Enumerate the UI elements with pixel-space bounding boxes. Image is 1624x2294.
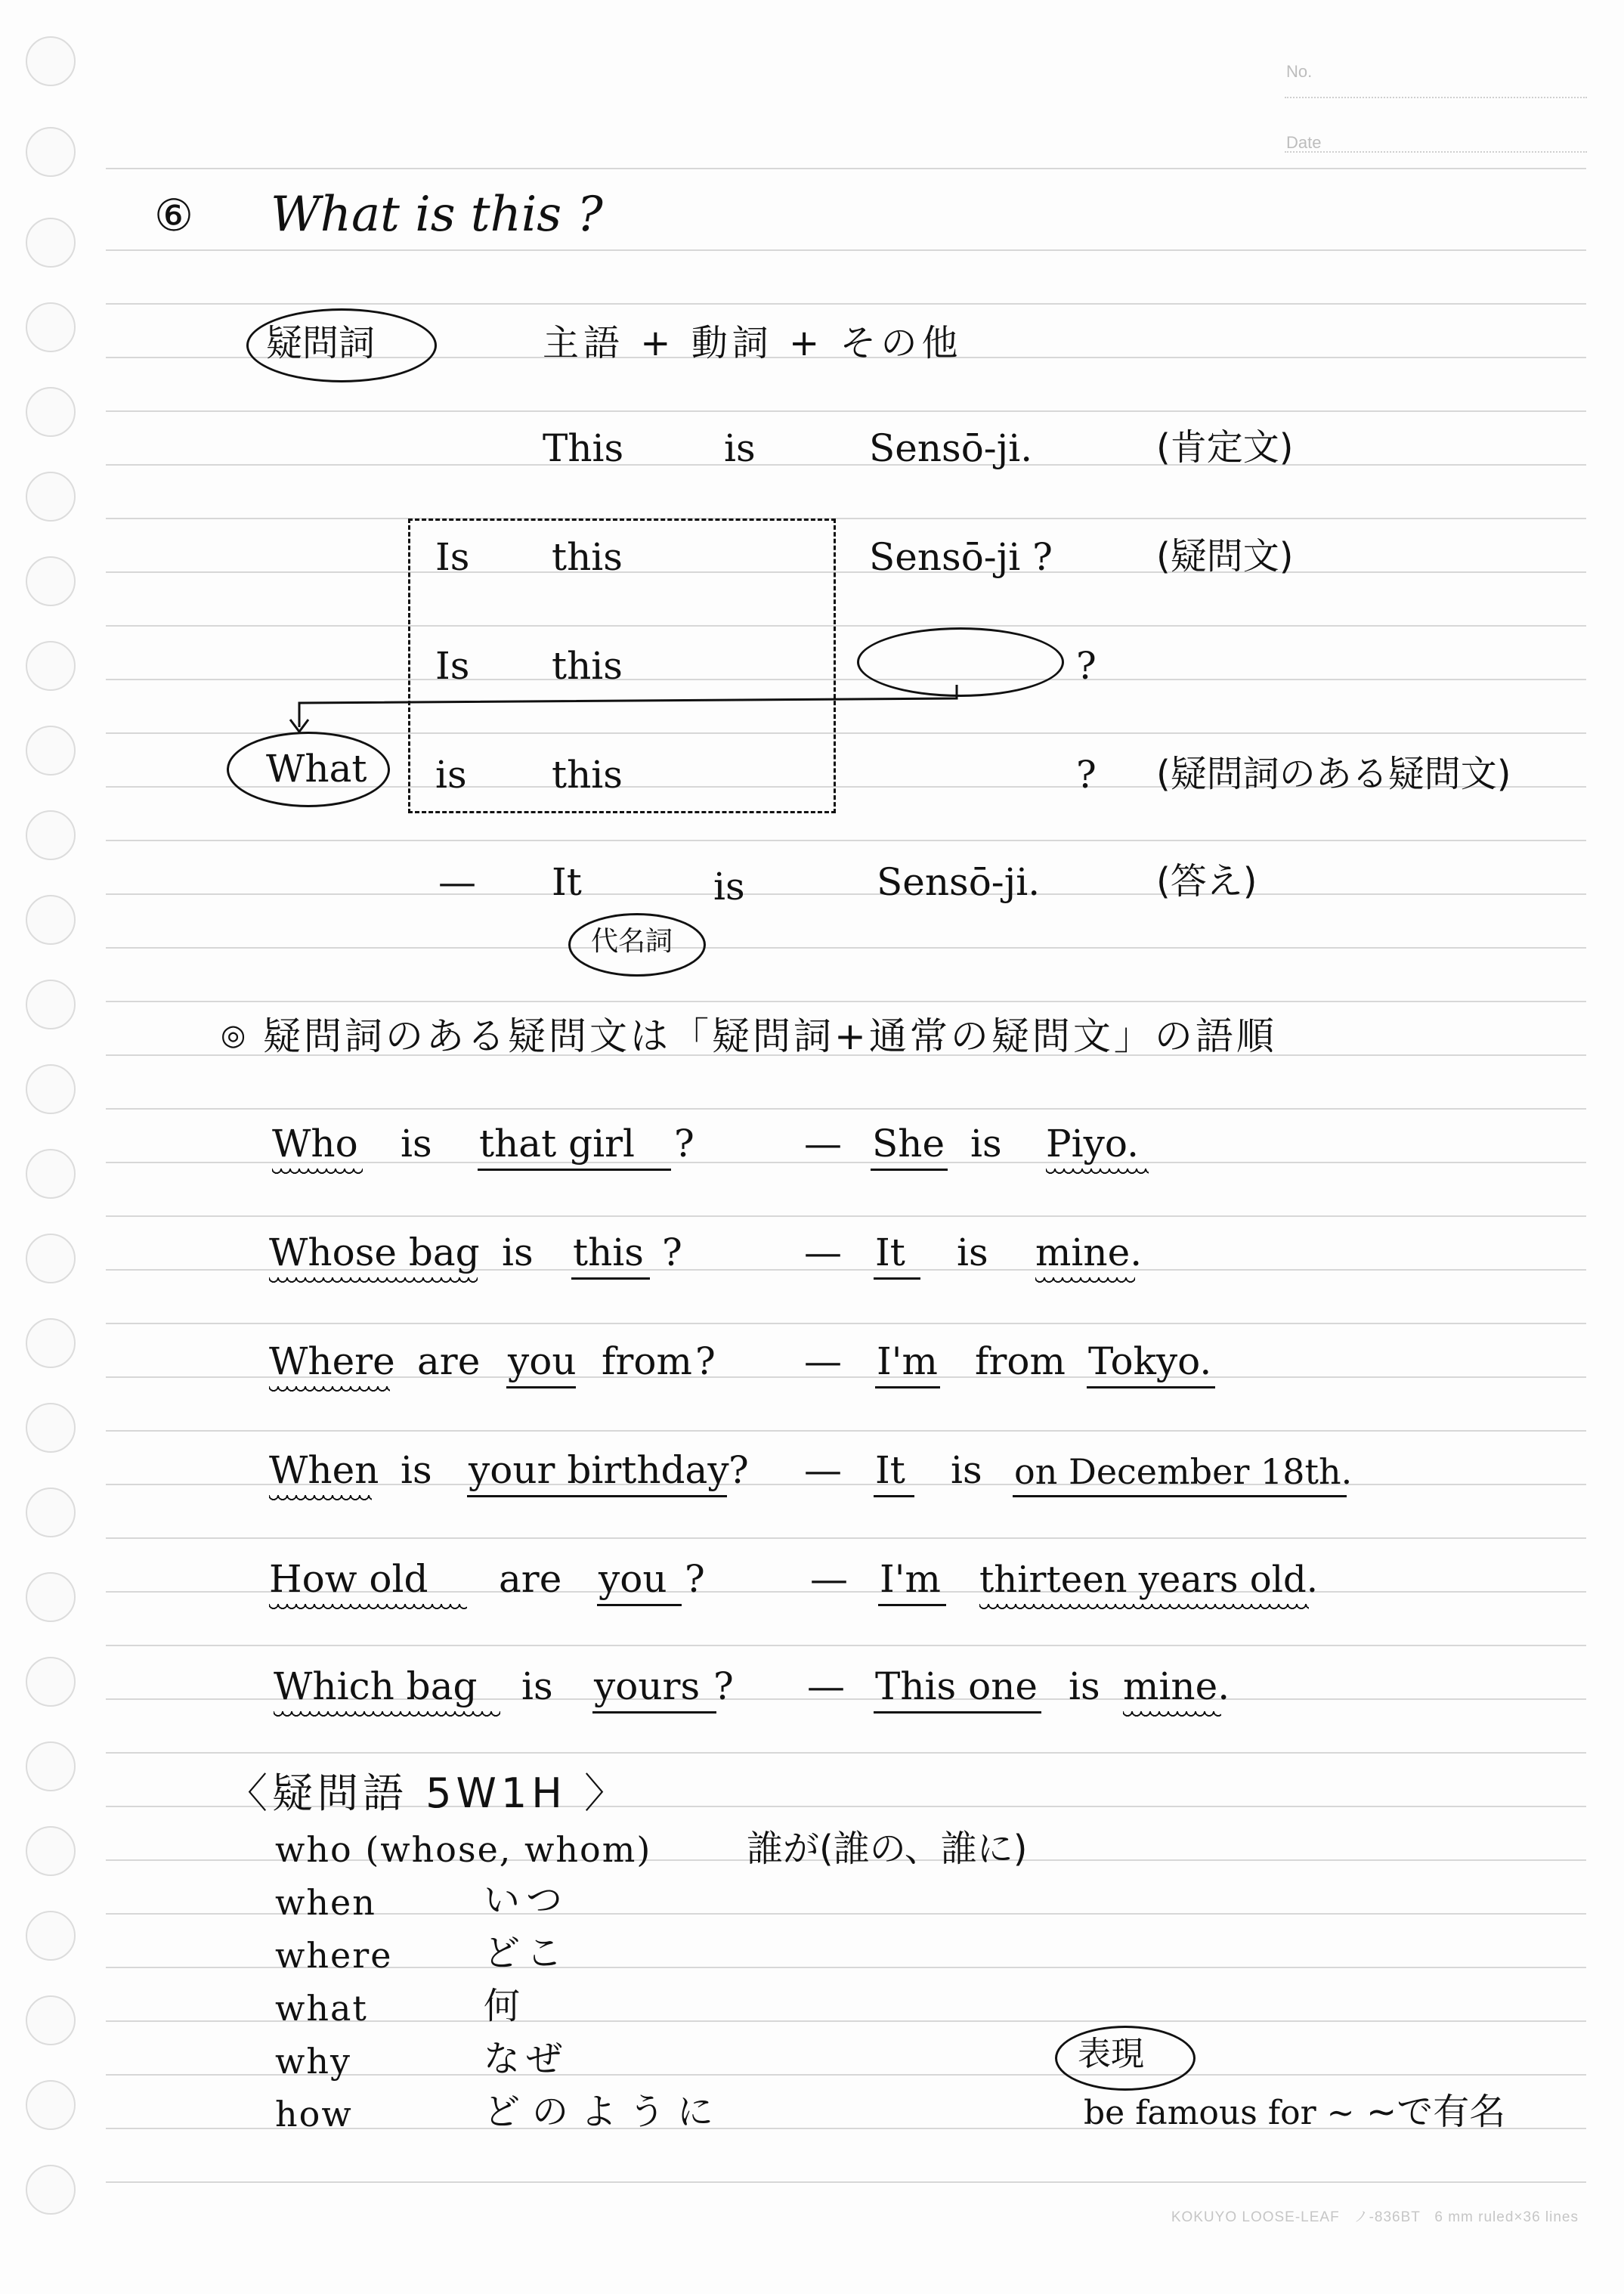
ex6-q1-wavy: [274, 1711, 500, 1719]
ruled-line: [106, 571, 1586, 573]
date-field-label: Date: [1286, 133, 1322, 152]
ex2-q3-underline: [571, 1277, 650, 1280]
ex4-a3-underline: [1013, 1495, 1347, 1497]
ruled-line: [106, 1001, 1586, 1002]
row2-word3: Sensō-ji ?: [869, 535, 1053, 579]
binder-hole: [26, 2165, 76, 2215]
binder-hole: [26, 218, 76, 268]
row3-word1: Is: [435, 644, 470, 688]
wh-heading: 〈疑問語 5W1H 〉: [227, 1769, 630, 1817]
ex1-q3-underline: [478, 1169, 671, 1171]
ex2-q3: this: [573, 1231, 644, 1274]
row3-question-mark: ?: [1076, 644, 1097, 688]
ruled-line: [106, 1537, 1586, 1539]
ex5-q3: you: [599, 1557, 667, 1601]
binder-hole: [26, 1318, 76, 1368]
ruled-line: [106, 249, 1586, 251]
row2-word2: this: [552, 535, 623, 579]
ruled-line: [106, 410, 1586, 412]
binder-hole: [26, 1995, 76, 2045]
ex2-q1: Whose bag: [269, 1231, 480, 1274]
ex4-a1: It: [875, 1448, 905, 1492]
ruled-line: [106, 947, 1586, 949]
binder-hole: [26, 1826, 76, 1876]
ex5-dash: —: [810, 1557, 848, 1601]
ex6-q2: is: [521, 1664, 553, 1708]
section-number: ⑥: [154, 190, 193, 241]
wh-word-why: why: [275, 2041, 351, 2082]
binder-hole: [26, 1149, 76, 1199]
binder-hole: [26, 1741, 76, 1791]
row2-word1: Is: [435, 535, 470, 579]
number-field-label: No.: [1286, 62, 1313, 81]
ruled-line: [106, 168, 1586, 169]
ex1-q2: is: [401, 1122, 432, 1166]
binder-hole: [26, 1657, 76, 1707]
binder-hole: [26, 1064, 76, 1114]
ex4-a2: is: [951, 1448, 982, 1492]
ex5-a3: thirteen years old.: [979, 1559, 1318, 1601]
paper-footer: [1171, 2206, 1579, 2226]
binder-hole: [26, 1911, 76, 1961]
ruled-line: [106, 303, 1586, 305]
ex6-qmark: ?: [713, 1664, 734, 1708]
ex3-q1-wavy: [269, 1386, 390, 1394]
ex5-a1: I'm: [880, 1557, 941, 1601]
ex1-dash: —: [804, 1122, 842, 1166]
footer-ruling: 6 mm ruled×36 lines: [1434, 2209, 1579, 2225]
row1-label: (肯定文): [1156, 426, 1294, 469]
ex3-qmark: ?: [695, 1339, 716, 1383]
row5-word1: It: [552, 860, 582, 904]
binder-hole: [26, 1234, 76, 1283]
date-field-line: [1285, 151, 1587, 153]
binder-hole: [26, 1572, 76, 1622]
ex1-q1: Who: [272, 1122, 358, 1166]
ex5-a3-wavy: [979, 1604, 1309, 1611]
binder-hole: [26, 810, 76, 860]
row2-label: (疑問文): [1156, 535, 1294, 577]
ex5-q1-wavy: [269, 1604, 467, 1611]
ex3-a1: I'm: [877, 1339, 938, 1383]
ex6-a2: is: [1069, 1664, 1100, 1708]
sentence-formula: 主語 + 動詞 + その他: [543, 322, 963, 364]
row1-word1: This: [543, 426, 624, 470]
ex6-a1-underline: [874, 1711, 1041, 1714]
row5-word2: is: [713, 865, 745, 909]
ex3-q3-underline: [506, 1386, 576, 1388]
ex6-a3-wavy: [1123, 1711, 1221, 1719]
binder-hole: [26, 387, 76, 437]
number-field-line: [1285, 97, 1587, 98]
footer-brand: KOKUYO LOOSE-LEAF: [1171, 2209, 1340, 2225]
ex6-a1: This one: [875, 1664, 1038, 1708]
rule-text: 疑問詞のある疑問文は「疑問詞+通常の疑問文」の語順: [263, 1014, 1277, 1058]
ex4-a1-underline: [874, 1495, 914, 1497]
row4-word2: this: [552, 753, 623, 797]
wh-meaning-how: どのように: [484, 2091, 726, 2133]
row3-word2: this: [552, 644, 623, 688]
rule-bullet: ◎: [221, 1018, 246, 1051]
wh-meaning-where: どこ: [484, 1932, 569, 1974]
ruled-line: [106, 1430, 1586, 1432]
row4-question-mark: ?: [1076, 753, 1097, 797]
expression-meaning: ~で有名: [1366, 2091, 1506, 2133]
binder-hole: [26, 980, 76, 1029]
ruled-line: [106, 1108, 1586, 1110]
binder-hole: [26, 726, 76, 776]
row5-word3: Sensō-ji.: [877, 860, 1041, 904]
row1-word2: is: [724, 426, 756, 470]
binder-hole: [26, 472, 76, 522]
ex5-qmark: ?: [685, 1557, 705, 1601]
ruled-line: [106, 625, 1586, 627]
ex1-a2: is: [970, 1122, 1002, 1166]
row4-word0: What: [266, 747, 367, 791]
ex1-a3: Piyo.: [1046, 1122, 1139, 1166]
wh-word-how: how: [275, 2094, 353, 2135]
ex4-q3: your birthday: [469, 1448, 729, 1492]
wh-meaning-who: 誰が(誰の、誰に): [747, 1828, 1028, 1870]
ex2-a1-underline: [874, 1277, 920, 1280]
binder-hole: [26, 127, 76, 177]
binder-hole: [26, 302, 76, 352]
binder-hole: [26, 1403, 76, 1453]
ex3-a3-underline: [1087, 1386, 1215, 1388]
ex4-qmark: ?: [728, 1448, 749, 1492]
ex5-q1: How old: [269, 1557, 428, 1601]
ex1-q3: that girl: [479, 1122, 635, 1166]
interrogative-tag: 疑問詞: [266, 322, 376, 364]
ex1-a1-underline: [871, 1169, 948, 1171]
pronoun-note: 代名詞: [591, 926, 673, 957]
binder-hole: [26, 895, 76, 945]
ruled-line: [106, 1645, 1586, 1646]
ex2-qmark: ?: [662, 1231, 682, 1274]
wh-meaning-when: いつ: [484, 1879, 569, 1921]
binder-hole: [26, 36, 76, 86]
ex4-dash: —: [804, 1448, 842, 1492]
ex3-q4: from: [602, 1339, 692, 1383]
ex6-q3-underline: [592, 1711, 716, 1714]
ex6-q1: Which bag: [274, 1664, 478, 1708]
ex1-a3-wavy: [1046, 1169, 1149, 1176]
wh-word-what: what: [275, 1988, 368, 2029]
ex3-dash: —: [804, 1339, 842, 1383]
ex1-a1: She: [872, 1122, 945, 1166]
ex3-q2: are: [417, 1339, 481, 1383]
wh-word-where: where: [275, 1935, 393, 1976]
ex5-a1-underline: [878, 1604, 946, 1606]
ex3-q1: Where: [269, 1339, 395, 1383]
ex4-q1: When: [269, 1448, 379, 1492]
ex2-q2: is: [502, 1231, 534, 1274]
expression-tag: 表現: [1078, 2035, 1144, 2073]
row4-label: (疑問詞のある疑問文): [1156, 753, 1511, 795]
ruled-line: [106, 2181, 1586, 2183]
ruled-line: [106, 840, 1586, 841]
move-arrow-line: [299, 685, 957, 727]
ex4-a3: on December 18th.: [1014, 1451, 1353, 1492]
wh-meaning-what: 何: [484, 1985, 521, 2027]
ruled-line: [106, 464, 1586, 466]
binder-hole: [26, 2080, 76, 2130]
ex2-q1-wavy: [269, 1277, 478, 1285]
ex6-a3: mine.: [1123, 1664, 1230, 1708]
wh-word-when: when: [275, 1882, 376, 1923]
page-title: What is this ?: [271, 187, 603, 243]
footer-code: ノ-836BT: [1353, 2209, 1421, 2225]
binder-hole: [26, 1488, 76, 1537]
ex3-q3: you: [508, 1339, 577, 1383]
binder-hole: [26, 641, 76, 691]
ex2-a1: It: [875, 1231, 905, 1274]
expression-phrase: be famous for ~: [1084, 2094, 1355, 2132]
ex5-q3-underline: [597, 1604, 682, 1606]
row1-word3: Sensō-ji.: [869, 426, 1033, 470]
move-arrow: [287, 680, 967, 741]
ex2-a3: mine.: [1035, 1231, 1143, 1274]
ex3-a1-underline: [875, 1386, 940, 1388]
ex6-q3: yours: [594, 1664, 701, 1708]
ex2-dash: —: [804, 1231, 842, 1274]
ex1-q1-wavy: [272, 1169, 363, 1176]
binder-hole: [26, 556, 76, 606]
wh-word-who: who (whose, whom): [275, 1829, 652, 1870]
ruled-line: [106, 518, 1586, 519]
ex3-a2: from: [975, 1339, 1066, 1383]
ex4-q2: is: [401, 1448, 432, 1492]
ruled-line: [106, 893, 1586, 895]
ex5-q2: are: [499, 1557, 562, 1601]
ex6-dash: —: [807, 1664, 845, 1708]
ex1-qmark: ?: [674, 1122, 694, 1166]
ex4-q3-underline: [467, 1495, 727, 1497]
ex4-q1-wavy: [269, 1495, 372, 1503]
ruled-line: [106, 1215, 1586, 1217]
row5-label: (答え): [1156, 860, 1257, 902]
ruled-line: [106, 1323, 1586, 1324]
row5-dash: —: [438, 860, 476, 904]
wh-meaning-why: なぜ: [484, 2038, 569, 2080]
ruled-line: [106, 1752, 1586, 1754]
row4-word1: is: [435, 753, 467, 797]
ex2-a3-wavy: [1035, 1277, 1135, 1285]
ex3-a3: Tokyo.: [1088, 1339, 1212, 1383]
ex2-a2: is: [957, 1231, 988, 1274]
